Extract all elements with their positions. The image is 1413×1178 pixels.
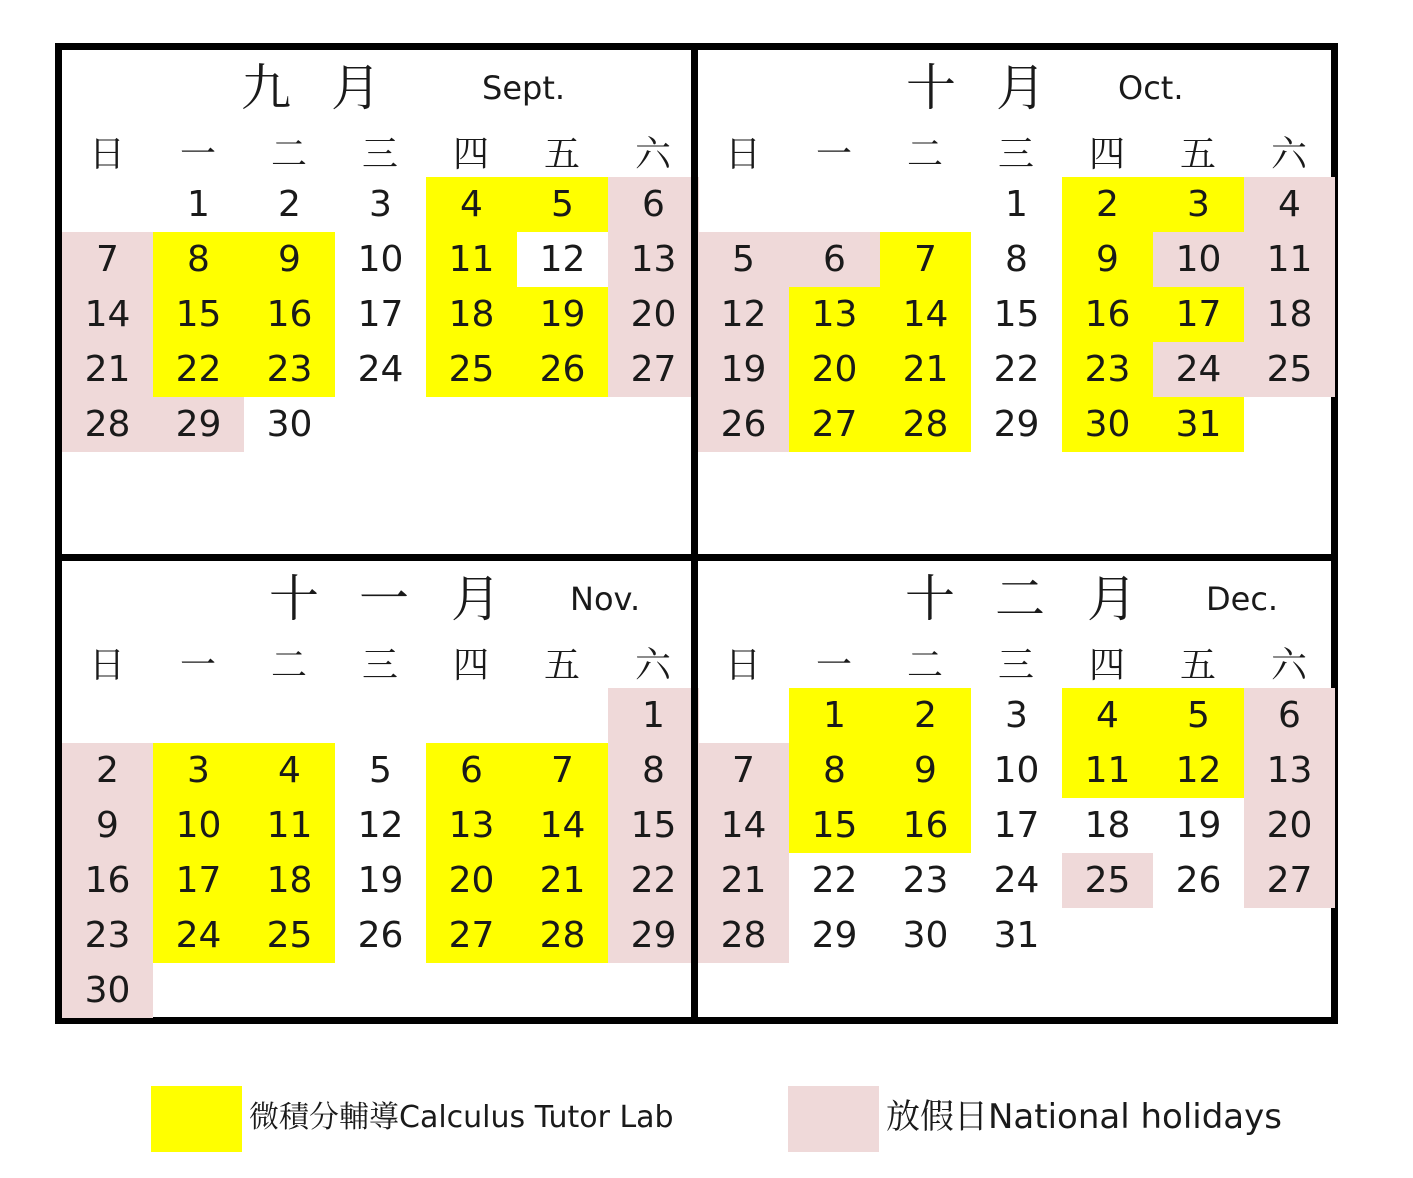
weekday-header: 四 (452, 134, 489, 175)
day-cell: 15 (153, 287, 244, 342)
day-cell: 24 (993, 860, 1040, 901)
day-cell: 16 (880, 798, 971, 853)
day-cell: 5 (698, 232, 789, 287)
day-cell: 30 (1062, 397, 1153, 452)
day-cell: 29 (993, 404, 1040, 445)
day-cell: 24 (1153, 342, 1244, 397)
day-cell: 14 (62, 287, 153, 342)
month-title-char: 月 (996, 59, 1046, 117)
day-cell: 10 (1153, 232, 1244, 287)
weekday-header: 一 (179, 645, 216, 686)
weekday-header: 二 (906, 134, 943, 175)
day-cell: 15 (789, 798, 880, 853)
day-cell: 26 (698, 397, 789, 452)
day-cell: 31 (1153, 397, 1244, 452)
month-title-char: 二 (995, 570, 1045, 628)
day-cell: 11 (1244, 232, 1335, 287)
day-cell: 2 (278, 184, 301, 225)
day-cell: 31 (993, 915, 1040, 956)
month-title-char: 一 (359, 570, 409, 628)
weekday-header: 一 (815, 134, 852, 175)
weekday-header: 四 (1088, 134, 1125, 175)
day-cell: 5 (517, 177, 608, 232)
weekday-header: 六 (1270, 134, 1307, 175)
weekday-header: 日 (88, 134, 125, 175)
day-cell: 19 (517, 287, 608, 342)
day-cell: 28 (517, 908, 608, 963)
day-cell: 26 (517, 342, 608, 397)
day-cell: 12 (357, 805, 404, 846)
legend-tutor-label: 微積分輔導Calculus Tutor Lab (249, 1100, 674, 1135)
day-cell: 22 (993, 349, 1040, 390)
month-title-en: Oct. (1118, 69, 1184, 107)
day-cell: 3 (369, 184, 392, 225)
day-cell: 1 (608, 688, 699, 743)
day-cell: 18 (1244, 287, 1335, 342)
legend-holiday-swatch (788, 1086, 879, 1152)
day-cell: 8 (153, 232, 244, 287)
day-cell: 8 (789, 743, 880, 798)
day-cell: 29 (153, 397, 244, 452)
day-cell: 10 (153, 798, 244, 853)
day-cell: 30 (266, 404, 313, 445)
day-cell: 7 (880, 232, 971, 287)
day-cell: 9 (1062, 232, 1153, 287)
day-cell: 17 (357, 294, 404, 335)
day-cell: 2 (62, 743, 153, 798)
day-cell: 13 (608, 232, 699, 287)
day-cell: 18 (1084, 805, 1131, 846)
day-cell: 9 (62, 798, 153, 853)
day-cell: 24 (153, 908, 244, 963)
day-cell: 20 (789, 342, 880, 397)
day-cell: 6 (1244, 688, 1335, 743)
day-cell: 13 (1244, 743, 1335, 798)
legend-tutor-swatch (151, 1086, 242, 1152)
day-cell: 2 (880, 688, 971, 743)
day-cell: 15 (608, 798, 699, 853)
month-title-char: 十 (269, 570, 319, 628)
day-cell: 21 (517, 853, 608, 908)
day-cell: 19 (357, 860, 404, 901)
day-cell: 25 (244, 908, 335, 963)
weekday-header: 三 (997, 134, 1034, 175)
day-cell: 23 (244, 342, 335, 397)
calendar-grid (55, 43, 1338, 1024)
day-cell: 23 (62, 908, 153, 963)
day-cell: 1 (789, 688, 880, 743)
weekday-header: 六 (634, 645, 671, 686)
day-cell: 6 (608, 177, 699, 232)
weekday-header: 三 (997, 645, 1034, 686)
month-title-char: 月 (451, 570, 501, 628)
day-cell: 6 (789, 232, 880, 287)
day-cell: 5 (1153, 688, 1244, 743)
weekday-header: 六 (1270, 645, 1307, 686)
day-cell: 5 (369, 750, 392, 791)
day-cell: 25 (1244, 342, 1335, 397)
day-cell: 26 (357, 915, 404, 956)
day-cell: 22 (811, 860, 858, 901)
day-cell: 14 (517, 798, 608, 853)
month-title-en: Dec. (1206, 580, 1279, 618)
day-cell: 22 (153, 342, 244, 397)
day-cell: 28 (698, 908, 789, 963)
day-cell: 4 (1062, 688, 1153, 743)
day-cell: 28 (880, 397, 971, 452)
day-cell: 25 (1062, 853, 1153, 908)
day-cell: 1 (187, 184, 210, 225)
day-cell: 16 (62, 853, 153, 908)
day-cell: 7 (62, 232, 153, 287)
divider-horizontal (55, 554, 1338, 561)
weekday-header: 六 (634, 134, 671, 175)
day-cell: 8 (1005, 239, 1028, 280)
day-cell: 21 (62, 342, 153, 397)
day-cell: 17 (993, 805, 1040, 846)
weekday-header: 五 (1179, 645, 1216, 686)
weekday-header: 五 (543, 134, 580, 175)
weekday-header: 日 (88, 645, 125, 686)
day-cell: 29 (811, 915, 858, 956)
day-cell: 23 (902, 860, 949, 901)
day-cell: 11 (244, 798, 335, 853)
day-cell: 14 (880, 287, 971, 342)
day-cell: 20 (608, 287, 699, 342)
weekday-header: 一 (179, 134, 216, 175)
day-cell: 4 (244, 743, 335, 798)
day-cell: 18 (426, 287, 517, 342)
month-title-char: 九 (241, 59, 291, 117)
weekday-header: 一 (815, 645, 852, 686)
weekday-header: 日 (724, 645, 761, 686)
day-cell: 29 (608, 908, 699, 963)
day-cell: 11 (1062, 743, 1153, 798)
day-cell: 10 (357, 239, 404, 280)
month-title-char: 十 (905, 570, 955, 628)
weekday-header: 三 (361, 134, 398, 175)
divider-vertical (691, 43, 698, 1024)
weekday-header: 日 (724, 134, 761, 175)
weekday-header: 二 (906, 645, 943, 686)
day-cell: 13 (789, 287, 880, 342)
day-cell: 7 (698, 743, 789, 798)
day-cell: 22 (608, 853, 699, 908)
day-cell: 7 (517, 743, 608, 798)
day-cell: 24 (357, 349, 404, 390)
day-cell: 13 (426, 798, 517, 853)
day-cell: 28 (62, 397, 153, 452)
day-cell: 1 (1005, 184, 1028, 225)
day-cell: 27 (1244, 853, 1335, 908)
day-cell: 26 (1175, 860, 1222, 901)
weekday-header: 五 (1179, 134, 1216, 175)
day-cell: 27 (426, 908, 517, 963)
day-cell: 4 (426, 177, 517, 232)
day-cell: 21 (698, 853, 789, 908)
day-cell: 3 (1153, 177, 1244, 232)
day-cell: 18 (244, 853, 335, 908)
day-cell: 8 (608, 743, 699, 798)
day-cell: 17 (1153, 287, 1244, 342)
month-title-char: 月 (1087, 570, 1137, 628)
month-title-en: Nov. (570, 580, 641, 618)
day-cell: 3 (1005, 695, 1028, 736)
day-cell: 20 (1244, 798, 1335, 853)
day-cell: 16 (1062, 287, 1153, 342)
day-cell: 25 (426, 342, 517, 397)
day-cell: 23 (1062, 342, 1153, 397)
day-cell: 12 (698, 287, 789, 342)
month-title-char: 十 (906, 59, 956, 117)
day-cell: 2 (1062, 177, 1153, 232)
weekday-header: 二 (270, 134, 307, 175)
day-cell: 17 (153, 853, 244, 908)
day-cell: 3 (153, 743, 244, 798)
day-cell: 19 (1175, 805, 1222, 846)
day-cell: 15 (993, 294, 1040, 335)
day-cell: 19 (698, 342, 789, 397)
weekday-header: 四 (1088, 645, 1125, 686)
day-cell: 30 (902, 915, 949, 956)
weekday-header: 五 (543, 645, 580, 686)
day-cell: 21 (880, 342, 971, 397)
month-title-char: 月 (331, 59, 381, 117)
day-cell: 20 (426, 853, 517, 908)
month-title-en: Sept. (482, 69, 566, 107)
weekday-header: 四 (452, 645, 489, 686)
day-cell: 27 (608, 342, 699, 397)
weekday-header: 二 (270, 645, 307, 686)
day-cell: 9 (244, 232, 335, 287)
day-cell: 4 (1244, 177, 1335, 232)
day-cell: 12 (1153, 743, 1244, 798)
weekday-header: 三 (361, 645, 398, 686)
day-cell: 11 (426, 232, 517, 287)
day-cell: 10 (993, 750, 1040, 791)
day-cell: 6 (426, 743, 517, 798)
day-cell: 9 (880, 743, 971, 798)
day-cell: 12 (539, 239, 586, 280)
day-cell: 30 (62, 963, 153, 1018)
legend-holiday-label: 放假日National holidays (886, 1097, 1282, 1137)
day-cell: 16 (244, 287, 335, 342)
day-cell: 14 (698, 798, 789, 853)
day-cell: 27 (789, 397, 880, 452)
